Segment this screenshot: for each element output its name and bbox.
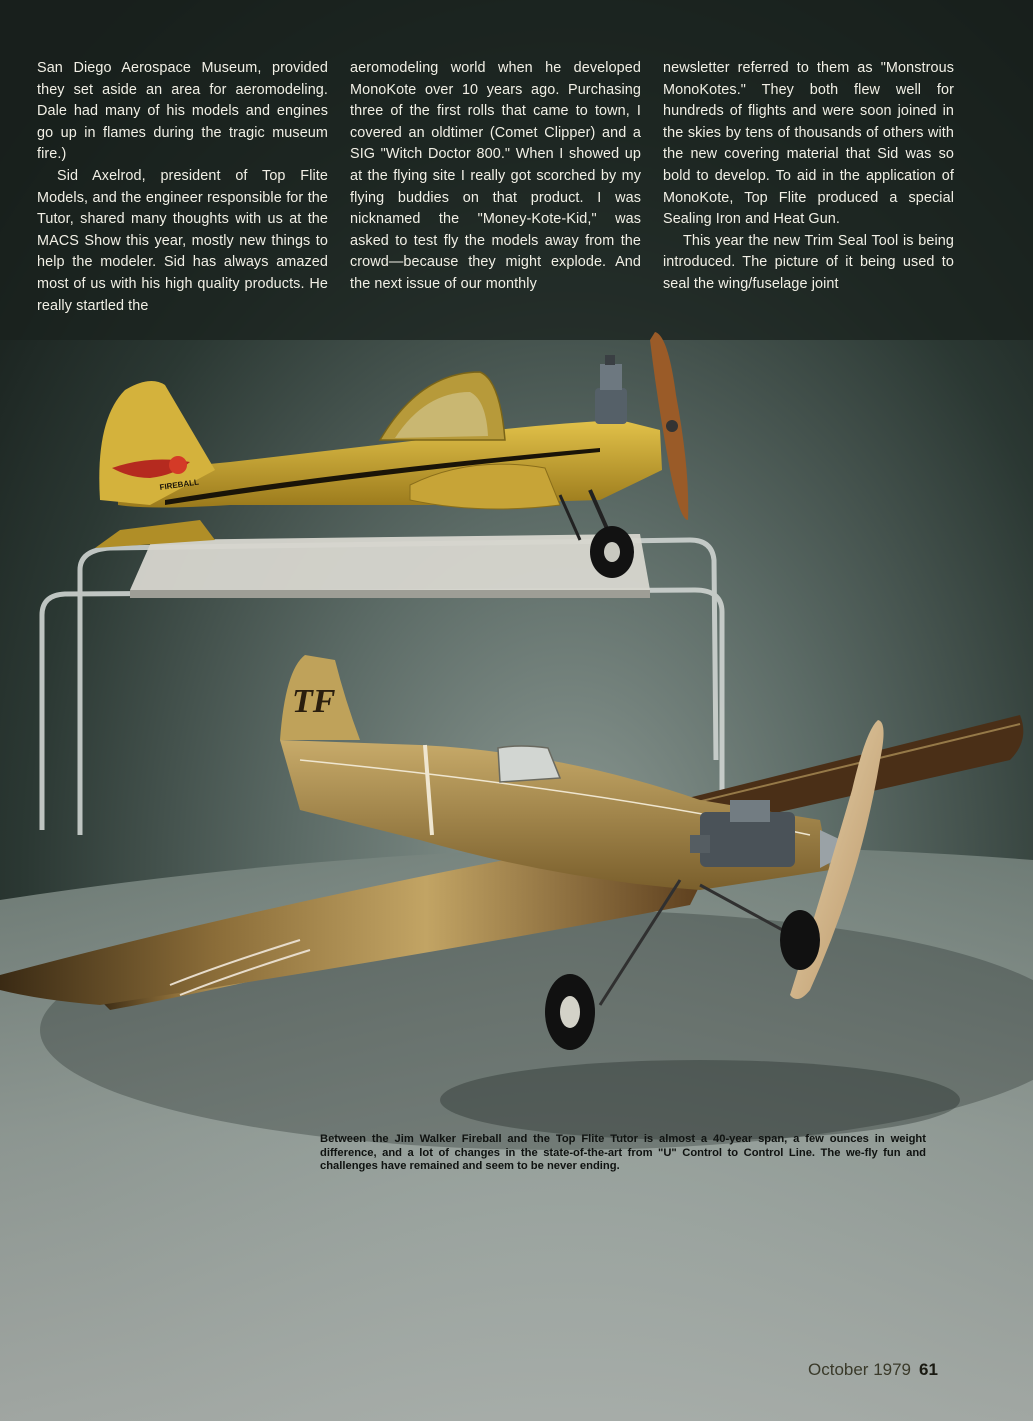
article-column-1 xyxy=(37,58,328,320)
page-footer xyxy=(808,1360,978,1380)
column-3-paragraph-1: newsletter referred to them as "Monstrous MonoKotes." They both flew well for hundreds of flights and were soon joined in the skies by tens of thousands of others with the new covering material that Sid was so bold to develop. To aid in the application of MonoKote, Top Flite produced a special Sealing Iron and Heat Gun. xyxy=(663,60,954,228)
article-columns xyxy=(37,58,957,320)
column-2-paragraph-1: aeromodeling world when he developed MonoKote over 10 years ago. Purchasing three of the first rolls that came to town, I covered an oldtimer (Comet Clipper) and a SIG "Witch Doctor 800." When I showed up at the flying site I really got scorched by my flying buddies on that product. I was nicknamed the "Money-Kote-Kid," was asked to test fly the models away from the crowd—because they might explode. And the next issue of our monthly xyxy=(350,60,641,292)
column-1-paragraph-1: San Diego Aerospace Museum, provided they set aside an area for aeromodeling. Dale had many of his models and engines go up in flames during the tragic museum fire.) xyxy=(37,60,328,163)
column-3-paragraph-2: This year the new Trim Seal Tool is being introduced. The picture of it being used to seal the wing/fuselage joint xyxy=(663,232,954,292)
article-column-2 xyxy=(350,58,641,320)
column-1-paragraph-2: Sid Axelrod, president of Top Flite Models, and the engineer responsible for the Tutor, shared many thoughts with us at the MACS Show this year, mostly new things to help the modeler. Sid has always amazed most of us with his high quality products. He really startled the xyxy=(37,167,328,314)
issue-date: October 1979 xyxy=(808,1360,912,1379)
fireball-tail-text: FIREBALL xyxy=(159,477,200,492)
photo-caption: Between the Jim Walker Fireball and the Top Flite Tutor is almost a 40-year span, a few ounces in weight difference, and a lot of changes in the state-of-the-art from "U" Control to Control Line. The we-fly fun and challenges have remained and seem to be never ending. xyxy=(320,1133,926,1172)
article-column-3 xyxy=(663,58,954,320)
page-number: 61 xyxy=(919,1360,938,1379)
tutor-tail-text: TF xyxy=(292,683,336,720)
